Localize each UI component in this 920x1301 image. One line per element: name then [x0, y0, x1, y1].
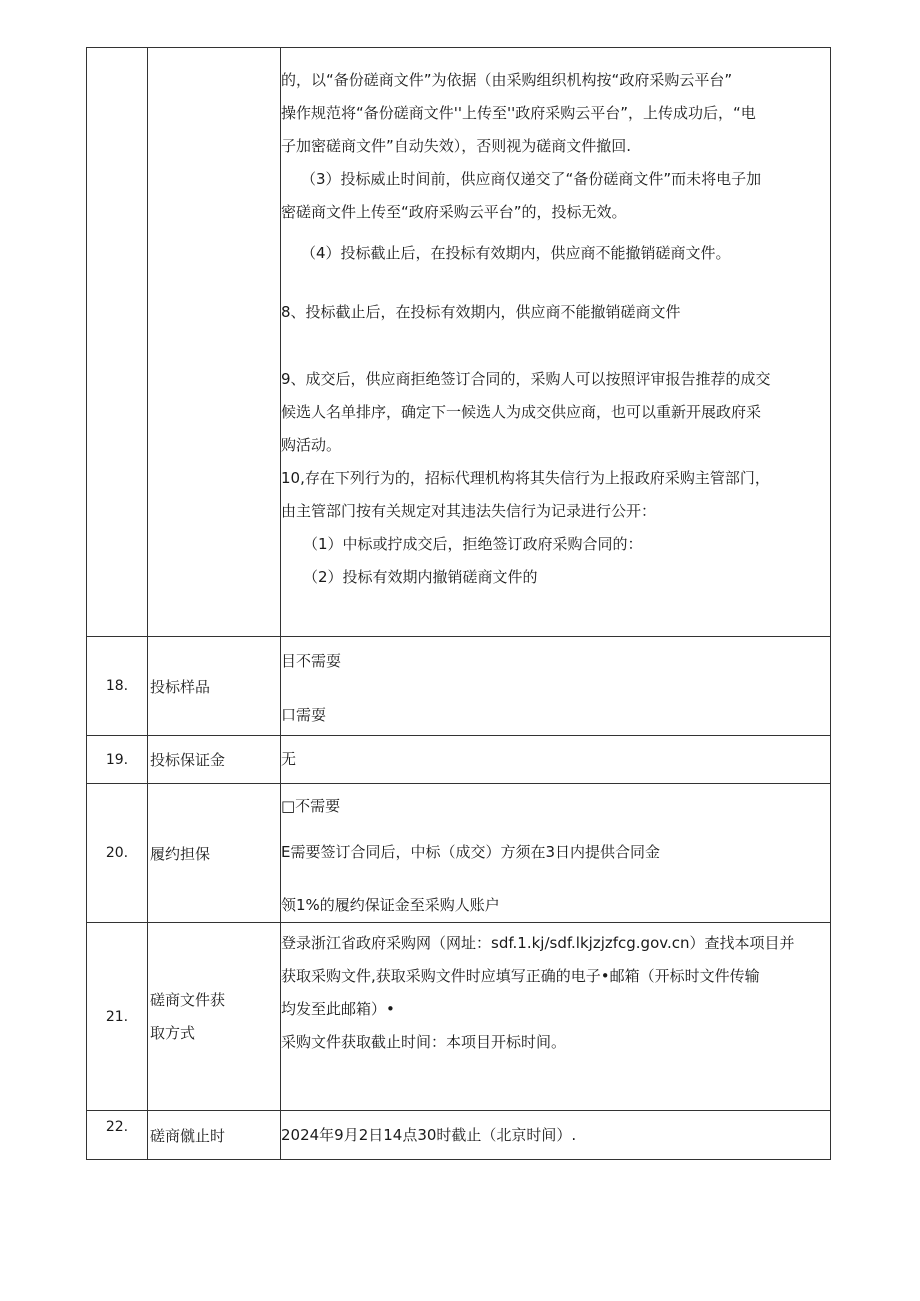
- table-row: [87, 923, 831, 1111]
- option-required: E需要签订合同后，中标（成交）方须在3日内提供合同金: [281, 843, 661, 861]
- table-row: [87, 637, 831, 736]
- content-line: 由主管部门按有关规定对其违法失信行为记录进行公开：: [281, 502, 657, 520]
- content-line: 密磋商文件上传至“政府采购云平台”的，投标无效。: [281, 203, 627, 221]
- table-row: [87, 1111, 831, 1160]
- row-label-line: 磋商文件获: [150, 990, 226, 1009]
- row-label: 履约担保: [148, 784, 281, 923]
- option-required: 口需耍: [281, 706, 327, 724]
- option-not-required: □不需要: [281, 797, 341, 815]
- content-line: 购活动。: [281, 436, 342, 454]
- row-content-cell: [281, 637, 831, 736]
- content-line: 登录浙江省政府采购网（网址：sdf.1.kj∕sdf.lkjzjzfcg.gov.cn）查找本项目并: [281, 934, 795, 952]
- row-label-line: 取方式: [150, 1023, 196, 1042]
- content-line: 8、投标截止后，在投标有效期内，供应商不能撤销磋商文件: [281, 303, 681, 321]
- row-number: 21.: [87, 923, 148, 1111]
- content-line: 采购文件获取截止时间：本项目开标时间。: [281, 1033, 567, 1051]
- content-line: （3）投标威止时间前，供应商仅递交了“备份磋商文件”而未将电子加: [301, 170, 762, 188]
- content-line: 的，以“备份磋商文件”为依据（由采购组织机构按“政府采购云平台”: [281, 71, 733, 89]
- row-label: 投标保证金: [148, 736, 281, 784]
- row-label: 投标样品: [148, 637, 281, 736]
- row-content-cell: [281, 1111, 831, 1160]
- content-line: 获取采购文件,获取采购文件时应填写正确的电子•邮箱（开标时文件传输: [281, 967, 760, 985]
- row-label-cell: [148, 48, 281, 637]
- row-number: 19.: [87, 736, 148, 784]
- row-content-cell: [281, 48, 831, 637]
- content-line: （1）中标或拧成交后，拒绝签订政府采购合同的：: [303, 535, 643, 553]
- row-number: 20.: [87, 784, 148, 923]
- row-number: 18.: [87, 637, 148, 736]
- table-row: [87, 784, 831, 923]
- table-row: [87, 736, 831, 784]
- option-not-required: 目不需耍: [281, 652, 342, 670]
- content-line: （4）投标截止后，在投标有效期内，供应商不能撤销磋商文件。: [301, 244, 731, 262]
- row-content-cell: [281, 736, 831, 784]
- content-line: （2）投标有效期内撤销磋商文件的: [303, 568, 538, 586]
- content-line: 领1%的履约保证金至采购人账户: [281, 896, 500, 914]
- content-line: 9、成交后，供应商拒绝签订合同的，采购人可以按照评审报告推荐的成交: [281, 370, 771, 388]
- content-line: 操作规范将“备份磋商文件''上传至''政府采购云平台”，上传成功后，“电: [281, 104, 756, 122]
- deadline-text: 2024年9月2日14点30时截止（北京时间）.: [281, 1125, 577, 1144]
- content-line: 均发至此邮箱）•: [281, 1000, 395, 1018]
- row-number-cell: [87, 48, 148, 637]
- row-label: 磋商僦止时: [148, 1111, 281, 1160]
- content-line: 候选人名单排序，确定下一候选人为成交供应商，也可以重新开展政府采: [281, 403, 762, 421]
- row-content-cell: [281, 923, 831, 1111]
- row-content-cell: [281, 784, 831, 923]
- table-row: [87, 48, 831, 637]
- row-number: 22.: [87, 1111, 148, 1160]
- row-label: [148, 923, 281, 1111]
- requirements-table: [86, 47, 831, 1160]
- content-line: 子加密磋商文件”自动失效），否则视为磋商文件撤回.: [281, 137, 632, 155]
- content-line: 10,存在下列行为的，招标代理机构将其失信行为上报政府采购主管部门，: [281, 469, 770, 487]
- content-line: 无: [281, 750, 297, 768]
